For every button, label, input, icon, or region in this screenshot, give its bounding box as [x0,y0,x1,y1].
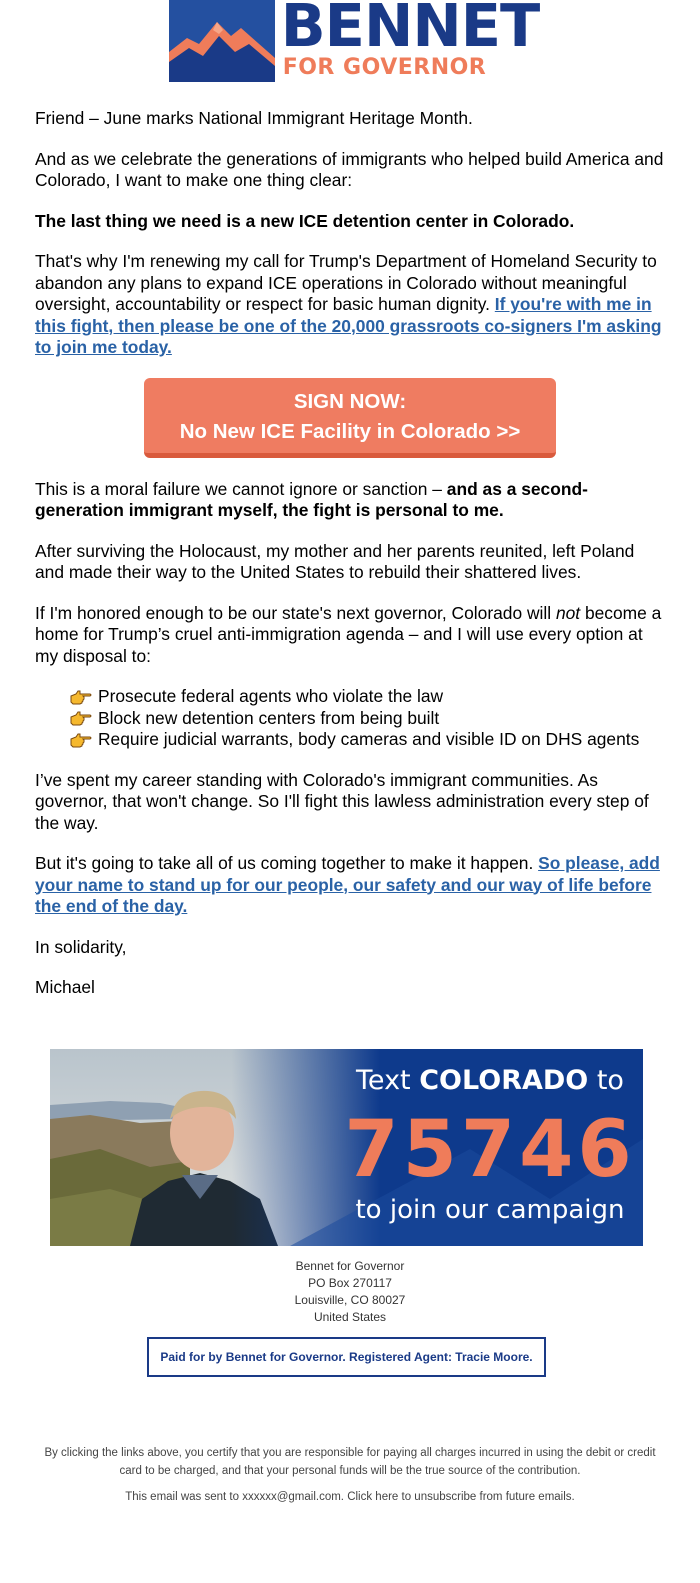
headline-bold: The last thing we need is a new ICE detention center in Colorado. [35,210,575,231]
paragraph-text: This is a moral failure we cannot ignore or sanction – [35,478,447,499]
add-name-link[interactable]: So please, add your name to stand up for our people, our safety and our way of life before the end of the day. [35,853,660,916]
banner-join-text: to join our campaign [355,1195,625,1225]
sent-middle: . [340,1491,348,1503]
paragraph-headline [35,211,665,233]
cta-wrapper [0,378,700,458]
paragraph-renewing-call [35,251,665,359]
paragraph-together [35,853,665,918]
list-item [70,708,665,730]
paragraph-celebrate: And as we celebrate the generations of immigrants who helped build America and Colorado, I want to make one thing clear: [35,148,664,190]
pointing-hand-icon [70,731,92,749]
header [0,0,700,90]
contribution-disclaimer: By clicking the links above, you certify that you are responsible for paying all charges incurred in using the debit or credit card to be charged, and that your personal funds will be the true source of the contribution. [44,1447,656,1477]
campaign-logo[interactable] [169,0,540,82]
address-line: PO Box 270117 [308,1276,392,1290]
logo-text [281,0,540,79]
paragraph-career: I’ve spent my career standing with Colorado's immigrant communities. As governor, that won't change. So I'll fight this lawless administration every step of the way. [35,769,649,833]
banner-suffix: to [588,1065,624,1096]
paragraph-text: become a home for Trump’s cruel anti-immigration agenda – and I will use every option at my disposal to: [35,602,662,666]
email-body [35,108,665,1018]
list-item-text: Prosecute federal agents who violate the law [98,686,444,706]
signoff: In solidarity, [35,936,127,957]
unsubscribe-link[interactable]: Click here to unsubscribe from future emails. [347,1491,575,1503]
list-item [70,686,665,708]
paragraph-text: But it's going to take all of us coming together to make it happen. [35,853,539,873]
logo-subtitle: FOR GOVERNOR [282,55,487,80]
banner-headline [340,1065,640,1096]
paragraph-intro: Friend – June marks National Immigrant Heritage Month. [35,108,473,128]
list-item-text: Block new detention centers from being built [98,707,440,728]
pointing-hand-icon [70,688,92,706]
text-to-join-banner[interactable] [50,1049,643,1246]
banner-keyword: COLORADO [419,1065,589,1096]
list-item [70,729,665,751]
paragraph-bold: and as a second-generation immigrant myself, the fight is personal to me. [35,478,588,520]
cta-line-2: No New ICE Facility in Colorado >> [179,419,521,443]
action-list [35,686,665,751]
sms-shortcode: 75746 [344,1105,636,1195]
address-line: Bennet for Governor [295,1259,405,1273]
paragraph-emphasis: not [555,602,581,623]
signature: Michael [35,977,95,997]
recipient-email-link[interactable]: xxxxxx@gmail.com [242,1491,341,1503]
address-line: Louisville, CO 80027 [294,1293,406,1307]
cta-line-1: SIGN NOW: [293,389,407,413]
sent-to-notice [0,1491,700,1503]
sent-prefix: This email was sent to [125,1491,243,1503]
list-item-text: Require judicial warrants, body cameras and visible ID on DHS agents [98,729,640,749]
paragraph-moral-failure [35,479,665,522]
mailing-address [0,1258,700,1326]
pointing-hand-icon [70,709,92,727]
paragraph-holocaust: After surviving the Holocaust, my mother and her parents reunited, left Poland and made their way to the United States to rebuild their shattered lives. [35,540,635,582]
sign-now-button[interactable] [144,378,556,458]
mountain-logo-icon [169,0,275,82]
logo-title: BENNET [280,0,540,60]
address-line: United States [313,1310,387,1324]
banner-prefix: Text [356,1065,420,1096]
paragraph-text: If I'm honored enough to be our state's next governor, Colorado will [35,602,556,623]
paragraph-text: That's why I'm renewing my call for Trump's Department of Homeland Security to abandon any plans to expand ICE operations in Colorado without meaningful oversight, accountability or respect for basic human dignity. [35,251,657,314]
paragraph-governor [35,603,665,668]
cosigner-link[interactable]: If you're with me in this fight, then please be one of the 20,000 grassroots co-signers I'm asking to join me today. [35,294,662,357]
paid-for-disclaimer: Paid for by Bennet for Governor. Registered Agent: Tracie Moore. [147,1337,546,1377]
